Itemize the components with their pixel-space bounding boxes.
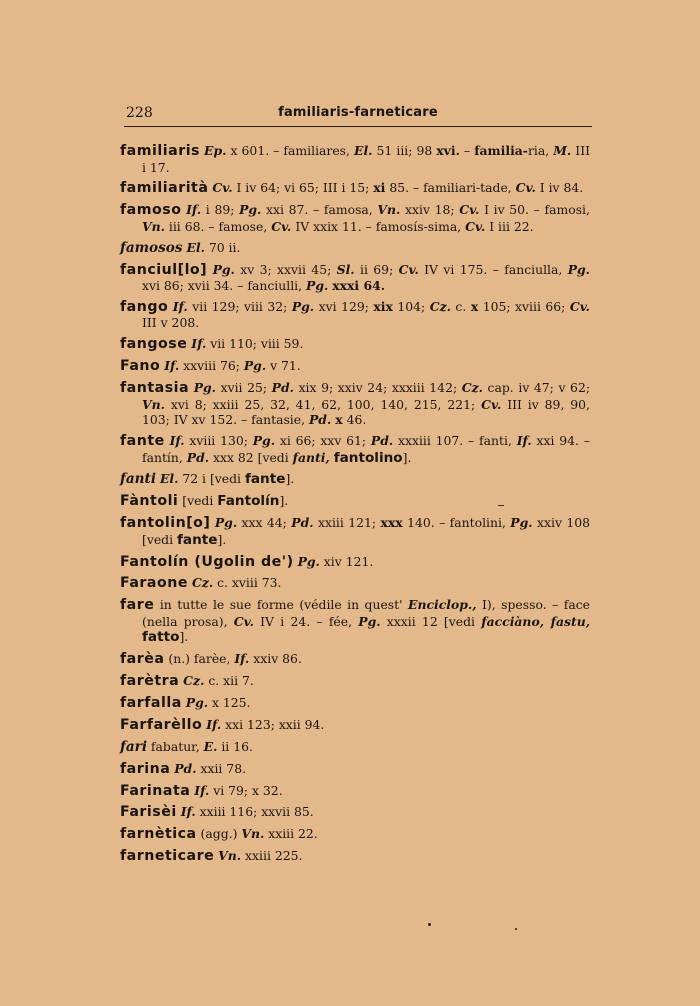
entry-text: xix 9; xxiv 24; xxxiii 142; (293, 380, 462, 396)
entry-headword: farneticare (120, 848, 215, 865)
entry-farneticare (120, 848, 590, 865)
cross-reference-italic: facciàno, fastu, (481, 613, 591, 629)
entry-text: I iv 50. – famosi, (479, 202, 590, 218)
bold-reference: xix (373, 298, 393, 314)
entry-headword: farnètica (120, 826, 197, 843)
work-abbreviation: Vn. (241, 826, 265, 842)
bold-reference: familia- (474, 143, 528, 158)
work-abbreviation: Pg. (193, 380, 216, 396)
entry-farinata (120, 783, 590, 800)
entry-text: v 71. (266, 358, 301, 374)
entry-farnetica (120, 826, 590, 843)
entry-headword: Fantolín (Ugolin de') (120, 553, 294, 570)
work-abbreviation: Pg. (291, 298, 315, 314)
entry-fantolin_ugolin (120, 554, 590, 571)
entry-text: 51 iii; 98 (372, 143, 437, 158)
entry-text: xv 3; xxvii 45; (234, 261, 337, 277)
work-abbreviation: Cv. (212, 180, 233, 196)
entry-text: iii 68. – famose, (164, 218, 272, 234)
entry-text: x 601. – familiares, (226, 143, 355, 158)
bold-reference: xxx (380, 515, 403, 531)
entry-headword: Faraone (120, 575, 188, 592)
cross-reference: fantolino (333, 449, 403, 466)
entry-headword: fante (120, 433, 165, 450)
entry-headword: Farfarèllo (120, 716, 203, 733)
entry-text: ]. (217, 531, 227, 547)
work-abbreviation: If. (516, 433, 532, 449)
stray-dot (515, 928, 517, 930)
work-abbreviation: Pg. (567, 261, 590, 277)
entry-fare (120, 597, 590, 646)
entry-text: ii 16. (217, 738, 253, 754)
entry-headword: Fàntoli (120, 493, 179, 510)
work-abbreviation: Pg. (212, 261, 235, 277)
entry-text: xxiii 225. (241, 848, 303, 864)
entry-farisei (120, 804, 590, 821)
entry-text: I iv 64; vi 65; III i 15; (232, 180, 374, 196)
work-abbreviation: If. (191, 336, 207, 352)
entry-fangose (120, 336, 590, 353)
page-number: 228 (126, 105, 153, 121)
entry-text: ]. (285, 471, 295, 487)
entry-text: vii 110; viii 59. (206, 336, 304, 352)
cross-reference: fatto (142, 629, 180, 646)
entry-text: vi 79; x 32. (209, 782, 283, 798)
entry-text: xiv 121. (319, 553, 374, 569)
bold-reference: xxxi 64. (332, 278, 386, 294)
entry-fano (120, 358, 590, 375)
work-abbreviation: If. (194, 782, 210, 798)
work-abbreviation: El. (186, 239, 205, 255)
bold-reference: xi (373, 180, 386, 196)
entry-text: xxii 78. (196, 760, 247, 776)
entry-text: ]. (179, 629, 189, 645)
entry-text: xxviii 76; (179, 358, 244, 374)
work-abbreviation: Pg. (239, 202, 262, 218)
entry-headword: farina (120, 760, 171, 777)
work-abbreviation: E. (203, 738, 218, 754)
work-abbreviation: Cz. (461, 380, 483, 396)
work-abbreviation: Pg. (252, 433, 276, 449)
entry-text: IV i 24. – fée, (253, 613, 359, 629)
work-abbreviation: If. (186, 202, 202, 218)
entry-text: xxi 87. – famosa, (261, 202, 378, 218)
entry-fanti (120, 471, 590, 488)
entry-headword: fanciul[lo] (120, 261, 208, 278)
entry-text: xxxii 12 [vedi (380, 613, 482, 629)
work-abbreviation: Enciclop., (408, 597, 477, 613)
work-abbreviation: Cv. (515, 180, 536, 196)
entry-fante (120, 433, 590, 466)
entry-text: xxiv 108 [vedi (142, 515, 590, 547)
stray-mark (498, 505, 504, 506)
entry-farfarello (120, 717, 590, 734)
work-abbreviation: Pd. (291, 515, 314, 531)
entry-fango (120, 299, 590, 331)
entry-headword: farètra (120, 673, 180, 690)
work-abbreviation: Pd. (370, 433, 394, 449)
entry-text: xviii 130; (184, 433, 253, 449)
cross-reference: fante (244, 471, 286, 488)
entry-headword: fangose (120, 336, 188, 353)
work-abbreviation: Cv. (271, 218, 292, 234)
entry-text: ii 69; (354, 261, 399, 277)
entry-text: III v 208. (142, 315, 200, 331)
entry-text: xxi 94. – fantín, (142, 433, 590, 465)
work-abbreviation: Pd. (174, 760, 197, 776)
work-abbreviation: Ep. (204, 143, 227, 158)
work-abbreviation: Cv. (569, 298, 590, 314)
work-abbreviation: Cv. (465, 218, 486, 234)
cross-reference: Fantolín (217, 493, 280, 510)
work-abbreviation: Sl. (336, 261, 355, 277)
entry-text: xxi 123; xxii 94. (221, 716, 325, 732)
entry-fantasia (120, 380, 590, 428)
work-abbreviation: El. (159, 471, 179, 487)
entry-text: IV vi 175. – fanciulla, (418, 261, 568, 277)
entry-headword: fanti (120, 471, 156, 488)
entry-headword: farèa (120, 651, 165, 668)
bold-reference: x (470, 298, 479, 314)
entry-fantolino (120, 515, 590, 548)
entry-headword: famosos (120, 239, 183, 256)
work-abbreviation: If. (172, 298, 188, 314)
entry-headword: fantasia (120, 380, 190, 397)
bold-reference: xvi. (436, 143, 460, 158)
entry-familiaris (120, 143, 590, 175)
entry-fantoli (120, 493, 590, 510)
work-abbreviation: Cv. (233, 613, 254, 629)
entry-famosos (120, 240, 590, 257)
entry-list (120, 143, 590, 870)
work-abbreviation: If. (234, 651, 250, 667)
entry-famoso (120, 202, 590, 234)
work-abbreviation: Vn. (142, 218, 165, 234)
work-abbreviation: Pg. (306, 278, 329, 294)
entry-text: in tutte le sue forme (védile in quest' (154, 597, 409, 613)
work-abbreviation: Pd. (186, 449, 210, 465)
entry-text: xxiv 18; (400, 202, 460, 218)
entry-text: I iv 84. (535, 180, 584, 196)
entry-text: 140. – fantolini, (402, 515, 511, 531)
work-abbreviation: Pg. (297, 553, 320, 569)
entry-faretra (120, 673, 590, 690)
work-abbreviation: El. (354, 143, 373, 158)
entry-text: xxx 44; (237, 515, 292, 531)
entry-text: I iii 22. (485, 218, 534, 234)
entry-fari (120, 739, 590, 756)
work-abbreviation: If. (180, 804, 196, 820)
entry-text: (n.) farèe, (164, 651, 235, 667)
entry-headword: farfalla (120, 695, 182, 712)
entry-headword: Farinata (120, 782, 191, 799)
entry-text: 46. (342, 412, 367, 428)
entry-headword: Fano (120, 358, 161, 375)
entry-text: xvii 25; (216, 380, 272, 396)
entry-text: vii 129; viii 32; (187, 298, 292, 314)
work-abbreviation: Pg. (358, 613, 381, 629)
work-abbreviation: Pg. (185, 695, 209, 711)
work-abbreviation: If. (169, 433, 185, 449)
entry-text: xvi 86; xvii 34. – fanciulli, (142, 278, 307, 294)
entry-text: xxxiii 107. – fanti, (393, 433, 517, 449)
entry-faraone (120, 575, 590, 592)
work-abbreviation: Pg. (243, 358, 267, 374)
entry-farina (120, 761, 590, 778)
work-abbreviation: Vn. (142, 396, 165, 412)
entry-text: x 125. (208, 695, 251, 711)
entry-text: [vedi (178, 493, 218, 509)
entry-text: III i 17. (142, 143, 590, 175)
entry-text: ria, (527, 143, 554, 158)
entry-text: cap. iv 47; v 62; (482, 380, 590, 396)
entry-headword: fango (120, 298, 169, 315)
entry-headword: fantolin[o] (120, 515, 211, 532)
entry-text: 105; xviii 66; (478, 298, 570, 314)
entry-text: xvi 8; xxiii 25, 32, 41, 62, 100, 140, 215, 221; (164, 396, 482, 412)
work-abbreviation: Vn. (218, 848, 242, 864)
entry-headword: familiarità (120, 180, 209, 197)
entry-text: ]. (279, 493, 289, 509)
work-abbreviation: Cz. (429, 298, 451, 314)
running-head: familiaris-farneticare (278, 105, 438, 120)
entry-text: xvi 129; (314, 298, 374, 314)
work-abbreviation: Cv. (481, 396, 502, 412)
entry-headword: Farisèi (120, 804, 177, 821)
entry-text: xxiii 121; (313, 515, 381, 531)
entry-fanciullo (120, 262, 590, 294)
entry-text: (agg.) (196, 826, 242, 842)
entry-headword: fari (120, 738, 147, 755)
work-abbreviation: Pg. (214, 515, 238, 531)
bold-reference: x (335, 412, 343, 428)
entry-text: III iv 89, 90, 103; IV xv 152. – fantasie, (142, 396, 590, 428)
entry-text: xxiii 116; xxvii 85. (195, 804, 314, 820)
entry-headword: famoso (120, 202, 182, 219)
stray-dot (428, 923, 431, 926)
cross-reference: fante (177, 531, 218, 548)
work-abbreviation: If. (164, 358, 180, 374)
entry-text: 104; (392, 298, 430, 314)
entry-text: c. xviii 73. (213, 575, 282, 591)
entry-text: xxiv 86. (249, 651, 302, 667)
entry-text: fabatur, (146, 738, 204, 754)
page-header (124, 104, 592, 127)
entry-text: 70 ii. (204, 239, 241, 255)
entry-text: I), spesso. – face (nella prosa), (142, 597, 590, 629)
entry-text: xxx 82 [vedi (209, 449, 293, 465)
entry-text: c. (450, 298, 471, 314)
work-abbreviation: Pg. (510, 515, 533, 531)
entry-headword: fare (120, 597, 155, 614)
work-abbreviation: If. (206, 716, 222, 732)
entry-farea (120, 651, 590, 668)
entry-familiarita (120, 180, 590, 197)
work-abbreviation: Cv. (398, 261, 419, 277)
entry-text: xxiii 22. (264, 826, 318, 842)
entry-farfalla (120, 695, 590, 712)
work-abbreviation: Pd. (271, 380, 294, 396)
work-abbreviation: Cz. (183, 673, 205, 689)
entry-text: c. xii 7. (204, 673, 254, 689)
entry-text: 85. – familiari-tade, (385, 180, 516, 196)
entry-text: i 89; (201, 202, 240, 218)
entry-text: 72 i [vedi (178, 471, 245, 487)
work-abbreviation: Vn. (377, 202, 401, 218)
work-abbreviation: M. (553, 143, 572, 158)
entry-text: ]. (402, 449, 412, 465)
entry-headword: familiaris (120, 143, 200, 159)
entry-text: IV xxix 11. – famosís-sima, (291, 218, 466, 234)
work-abbreviation: Pd. (308, 412, 332, 428)
entry-text: xi 66; xxv 61; (275, 433, 371, 449)
work-abbreviation: Cz. (191, 575, 214, 591)
work-abbreviation: Cv. (459, 202, 480, 218)
cross-reference-italic: fanti, (292, 449, 330, 465)
entry-text: – (459, 143, 475, 158)
